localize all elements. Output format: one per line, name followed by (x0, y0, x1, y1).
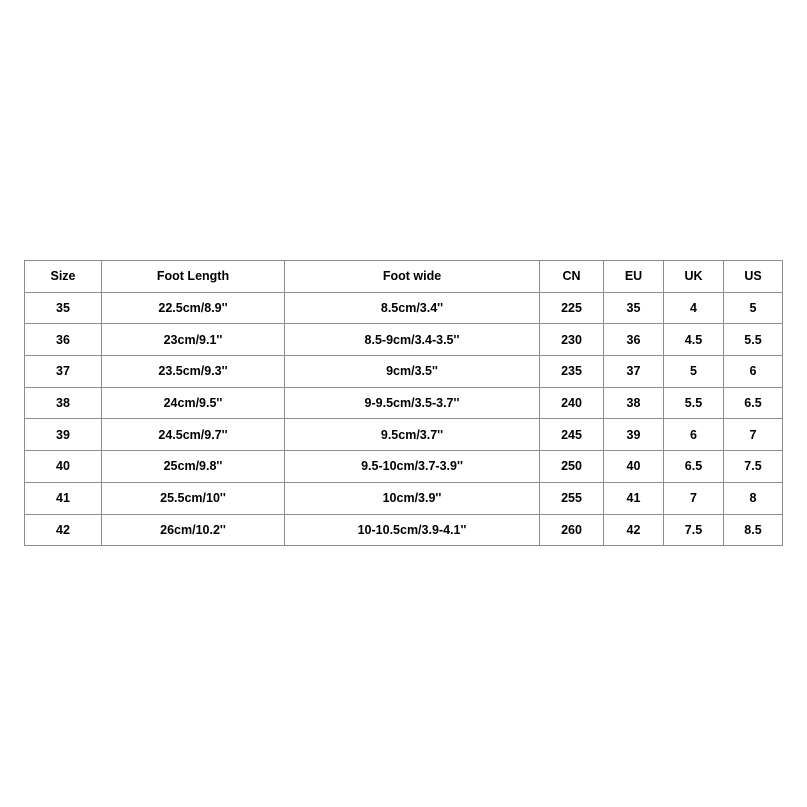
cell-size: 38 (25, 387, 102, 419)
cell-us: 5.5 (724, 324, 783, 356)
cell-cn: 225 (540, 292, 604, 324)
cell-us: 7.5 (724, 451, 783, 483)
header-uk: UK (664, 261, 724, 293)
cell-eu: 40 (604, 451, 664, 483)
cell-eu: 36 (604, 324, 664, 356)
table-row (25, 292, 783, 324)
cell-foot-length: 23cm/9.1'' (102, 324, 285, 356)
cell-us: 6.5 (724, 387, 783, 419)
header-us: US (724, 261, 783, 293)
cell-foot-length: 24.5cm/9.7'' (102, 419, 285, 451)
table-row (25, 451, 783, 483)
header-cn: CN (540, 261, 604, 293)
cell-foot-wide: 8.5-9cm/3.4-3.5'' (285, 324, 540, 356)
table-row (25, 356, 783, 388)
cell-foot-wide: 9cm/3.5'' (285, 356, 540, 388)
cell-uk: 5.5 (664, 387, 724, 419)
cell-foot-length: 23.5cm/9.3'' (102, 356, 285, 388)
header-foot-wide: Foot wide (285, 261, 540, 293)
cell-size: 35 (25, 292, 102, 324)
header-eu: EU (604, 261, 664, 293)
table-row (25, 324, 783, 356)
cell-cn: 260 (540, 514, 604, 546)
cell-size: 36 (25, 324, 102, 356)
cell-uk: 7.5 (664, 514, 724, 546)
cell-eu: 38 (604, 387, 664, 419)
table-row (25, 419, 783, 451)
cell-uk: 7 (664, 482, 724, 514)
cell-foot-wide: 9.5cm/3.7'' (285, 419, 540, 451)
size-chart-table (24, 260, 783, 546)
cell-cn: 235 (540, 356, 604, 388)
cell-size: 39 (25, 419, 102, 451)
cell-size: 37 (25, 356, 102, 388)
cell-cn: 240 (540, 387, 604, 419)
cell-eu: 41 (604, 482, 664, 514)
cell-eu: 39 (604, 419, 664, 451)
cell-cn: 230 (540, 324, 604, 356)
cell-foot-length: 25cm/9.8'' (102, 451, 285, 483)
cell-cn: 245 (540, 419, 604, 451)
cell-us: 7 (724, 419, 783, 451)
table-row (25, 482, 783, 514)
cell-foot-wide: 8.5cm/3.4'' (285, 292, 540, 324)
table-row (25, 387, 783, 419)
cell-foot-length: 25.5cm/10'' (102, 482, 285, 514)
cell-us: 5 (724, 292, 783, 324)
cell-size: 42 (25, 514, 102, 546)
cell-size: 40 (25, 451, 102, 483)
header-size: Size (25, 261, 102, 293)
cell-us: 8 (724, 482, 783, 514)
header-foot-length: Foot Length (102, 261, 285, 293)
cell-uk: 6.5 (664, 451, 724, 483)
cell-foot-length: 26cm/10.2'' (102, 514, 285, 546)
cell-uk: 5 (664, 356, 724, 388)
cell-uk: 6 (664, 419, 724, 451)
cell-uk: 4 (664, 292, 724, 324)
cell-foot-wide: 9-9.5cm/3.5-3.7'' (285, 387, 540, 419)
cell-us: 8.5 (724, 514, 783, 546)
cell-foot-wide: 10-10.5cm/3.9-4.1'' (285, 514, 540, 546)
cell-size: 41 (25, 482, 102, 514)
cell-foot-wide: 10cm/3.9'' (285, 482, 540, 514)
cell-cn: 250 (540, 451, 604, 483)
cell-cn: 255 (540, 482, 604, 514)
cell-uk: 4.5 (664, 324, 724, 356)
cell-eu: 37 (604, 356, 664, 388)
header-row (25, 261, 783, 293)
cell-foot-length: 22.5cm/8.9'' (102, 292, 285, 324)
cell-foot-length: 24cm/9.5'' (102, 387, 285, 419)
cell-eu: 42 (604, 514, 664, 546)
cell-us: 6 (724, 356, 783, 388)
cell-foot-wide: 9.5-10cm/3.7-3.9'' (285, 451, 540, 483)
cell-eu: 35 (604, 292, 664, 324)
table-row (25, 514, 783, 546)
